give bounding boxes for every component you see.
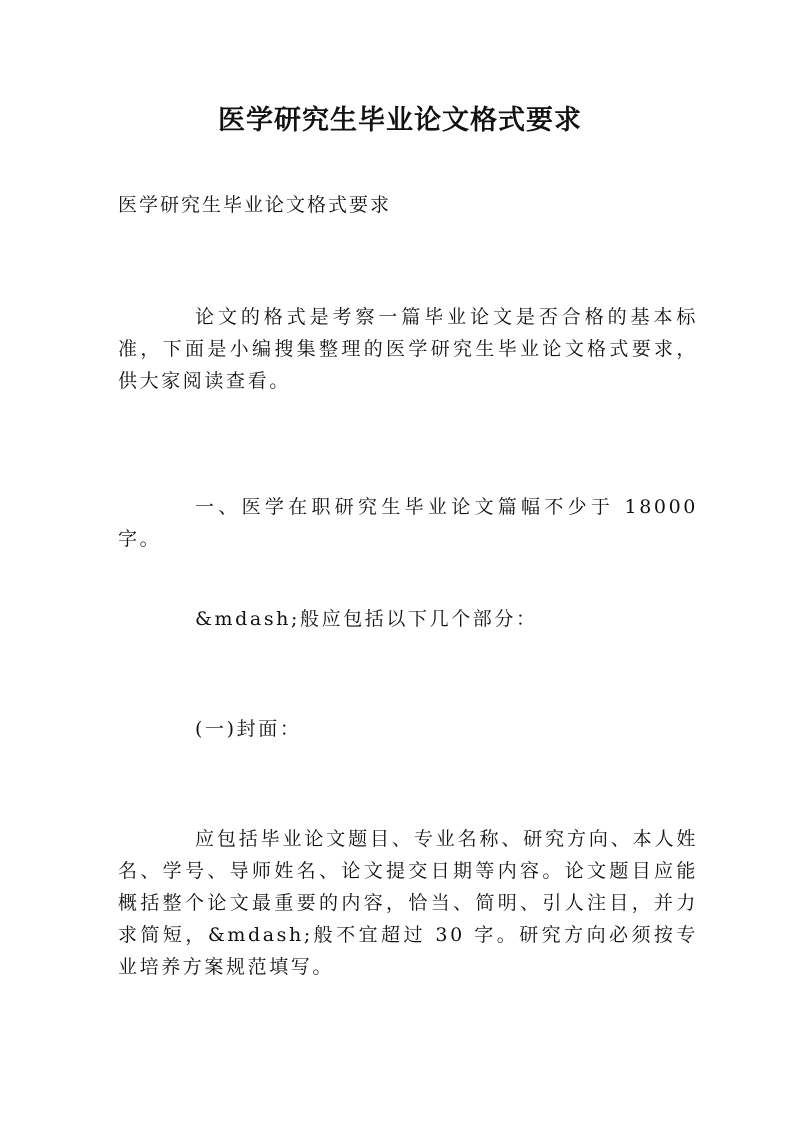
paragraph-cover-details: 应包括毕业论文题目、专业名称、研究方向、本人姓名、学号、导师姓名、论文提交日期等内容。论文题目应能概括整个论文最重要的内容，恰当、简明、引人注目，并力求简短，&mdash;般不宜超过 30 字。研究方向必须按专业培养方案规范填写。: [118, 828, 698, 978]
paragraph-sections-intro: &mdash;般应包括以下几个部分：: [195, 608, 538, 630]
document-subtitle: 医学研究生毕业论文格式要求: [118, 194, 392, 216]
paragraph-intro: 论文的格式是考察一篇毕业论文是否合格的基本标准，下面是小编搜集整理的医学研究生毕业论文格式要求，供大家阅读查看。: [118, 306, 698, 392]
paragraph-cover-heading: (一)封面：: [195, 718, 302, 740]
paragraph-length-requirement: 一、医学在职研究生毕业论文篇幅不少于 18000 字。: [118, 496, 698, 550]
document-title: 医学研究生毕业论文格式要求: [218, 105, 582, 136]
